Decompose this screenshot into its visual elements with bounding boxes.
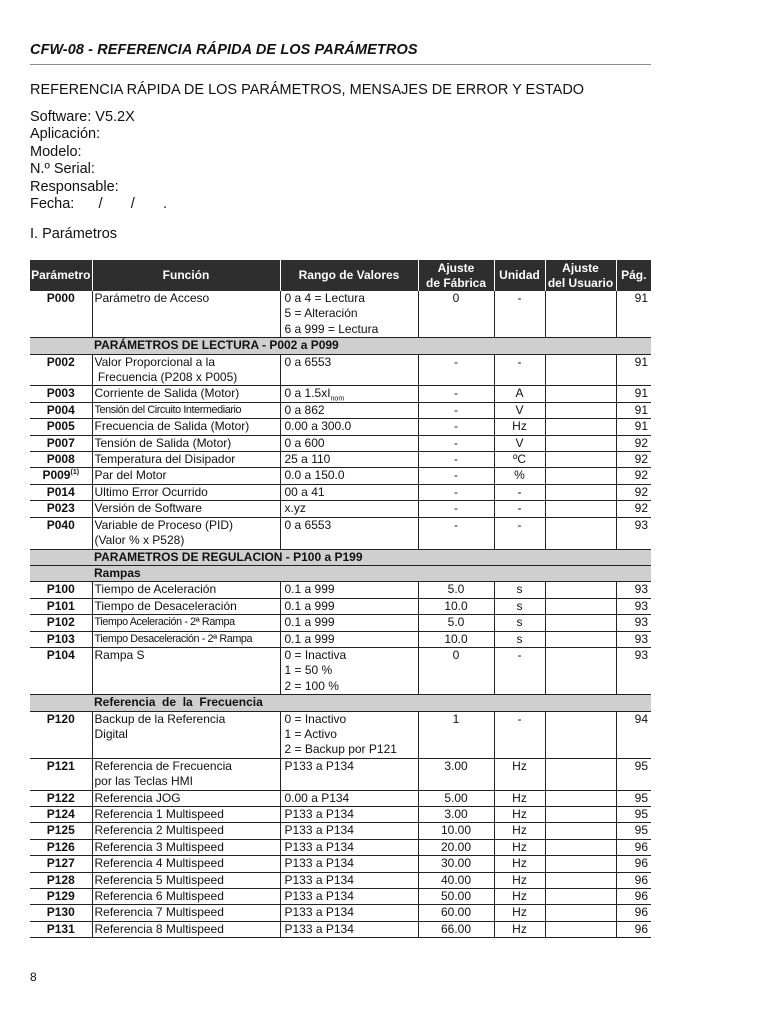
header-rango: Rango de Valores [280,260,418,291]
section-spacer [30,695,92,711]
param-function: Par del Motor [92,468,280,484]
table-row [30,501,651,517]
table-row [30,468,651,484]
header-ajuste-fabrica-line2: de Fábrica [425,275,487,290]
table-row [30,452,651,468]
param-range: 0.0 a 150.0 [280,468,418,484]
section-row-frecuencia [30,695,651,711]
param-range: 0.00 a P134 [280,790,418,806]
param-page: 92 [616,452,651,468]
range-line: 0 = Inactivo [284,711,347,726]
param-user-setting [545,484,616,500]
param-function [92,354,280,386]
footnote-marker: (1) [70,469,80,477]
table-row [30,711,651,758]
param-code: P121 [30,758,92,790]
table-row [30,291,651,338]
param-page: 95 [616,758,651,790]
range-line: 2 = 100 % [284,678,339,693]
param-function [92,711,280,758]
range-line: 2 = Backup por P121 [284,742,397,757]
param-factory: 5.0 [418,615,494,631]
param-page: 91 [616,386,651,402]
param-unit: - [494,501,545,517]
param-factory: 5.0 [418,582,494,598]
param-page: 96 [616,889,651,905]
param-factory: - [418,386,494,402]
param-range [280,386,418,402]
param-factory: 50.00 [418,889,494,905]
param-unit: - [494,291,545,338]
param-page: 93 [616,631,651,647]
table-row [30,823,651,839]
param-page: 96 [616,839,651,855]
param-unit: - [494,711,545,758]
param-page: 93 [616,615,651,631]
param-function: Referencia 7 Multispeed [92,905,280,921]
param-code: P127 [30,856,92,872]
table-row [30,872,651,888]
param-factory: 0 [418,291,494,338]
param-user-setting [545,921,616,937]
section-label: PARAMETROS DE REGULACION - P100 a P199 [92,549,651,565]
param-user-setting [545,823,616,839]
param-code: P125 [30,823,92,839]
function-line: Digital [94,726,128,741]
param-range: P133 a P134 [280,839,418,855]
param-factory: 10.0 [418,598,494,614]
param-code: P131 [30,921,92,937]
param-user-setting [545,501,616,517]
range-line: 0 = Inactiva [284,647,347,662]
param-factory: - [418,354,494,386]
table-row [30,386,651,402]
param-range: x.yz [280,501,418,517]
param-function: Parámetro de Acceso [92,291,280,338]
param-range [280,711,418,758]
param-user-setting [545,790,616,806]
param-range: 0.1 a 999 [280,598,418,614]
section-spacer [30,338,92,354]
param-unit: s [494,631,545,647]
param-unit: Hz [494,758,545,790]
function-line: Referencia de Frecuencia [94,758,232,773]
param-page: 92 [616,501,651,517]
param-function: Tensión del Circuito Intermediario [92,402,280,418]
table-row [30,758,651,790]
param-user-setting [545,872,616,888]
param-range: P133 a P134 [280,872,418,888]
param-unit: Hz [494,872,545,888]
param-function: Referencia 4 Multispeed [92,856,280,872]
param-code: P122 [30,790,92,806]
table-row [30,598,651,614]
header-ajuste-usuario-line1: Ajuste [562,260,599,275]
param-user-setting [545,402,616,418]
table-row [30,402,651,418]
param-user-setting [545,386,616,402]
range-line: 1 = 50 % [284,663,333,678]
table-row [30,435,651,451]
param-range [280,647,418,694]
table-row [30,484,651,500]
param-user-setting [545,354,616,386]
param-code: P005 [30,419,92,435]
function-line: Valor Proporcional a la [94,354,216,369]
param-page: 93 [616,582,651,598]
param-user-setting [545,807,616,823]
param-function: Referencia JOG [92,790,280,806]
param-function: Temperatura del Disipador [92,452,280,468]
param-code: P003 [30,386,92,402]
param-page: 92 [616,484,651,500]
header-divider [30,64,651,65]
param-unit: V [494,402,545,418]
param-factory: - [418,419,494,435]
model-line: Modelo: [30,143,82,160]
param-factory: 10.00 [418,823,494,839]
param-unit: ºC [494,452,545,468]
range-line: 1 = Activo [284,726,337,741]
param-factory: - [418,452,494,468]
param-range: P133 a P134 [280,905,418,921]
param-code: P023 [30,501,92,517]
header-ajuste-usuario [545,260,616,291]
param-range: 0.00 a 300.0 [280,419,418,435]
function-line: por las Teclas HMI [94,774,193,789]
param-page: 93 [616,647,651,694]
param-code: P101 [30,598,92,614]
param-unit: Hz [494,905,545,921]
param-unit: s [494,582,545,598]
range-text: 0 a 1.5xI [284,386,331,401]
responsible-line: Responsable: [30,178,119,195]
param-range: P133 a P134 [280,889,418,905]
param-function: Tiempo de Desaceleración [92,598,280,614]
param-page: 92 [616,468,651,484]
param-user-setting [545,889,616,905]
table-row [30,921,651,937]
param-user-setting [545,598,616,614]
param-page: 96 [616,856,651,872]
table-row [30,790,651,806]
param-user-setting [545,435,616,451]
table-row [30,839,651,855]
param-code: P008 [30,452,92,468]
param-user-setting [545,468,616,484]
param-page: 95 [616,807,651,823]
param-range: 0 a 6553 [280,517,418,549]
param-code: P120 [30,711,92,758]
param-unit: Hz [494,419,545,435]
range-line: 0 a 4 = Lectura [284,291,365,305]
param-page: 91 [616,291,651,338]
param-unit: V [494,435,545,451]
param-page: 93 [616,598,651,614]
table-row [30,631,651,647]
table-row [30,615,651,631]
param-page: 92 [616,435,651,451]
param-user-setting [545,711,616,758]
param-unit: - [494,517,545,549]
param-range: 0 a 600 [280,435,418,451]
table-row [30,889,651,905]
param-unit: s [494,615,545,631]
param-unit: Hz [494,921,545,937]
software-line: Software: V5.2X [30,109,135,125]
function-line: Backup de la Referencia [94,711,226,726]
header-funcion: Función [92,260,280,291]
param-unit: Hz [494,823,545,839]
table-row [30,905,651,921]
table-row [30,517,651,549]
param-range: 0 a 862 [280,402,418,418]
section-row-regulacion [30,549,651,565]
param-user-setting [545,758,616,790]
param-range: P133 a P134 [280,758,418,790]
param-range: 0.1 a 999 [280,615,418,631]
table-row [30,647,651,694]
section-title: I. Parámetros [30,226,118,242]
table-row [30,856,651,872]
param-function: Corriente de Salida (Motor) [92,386,280,402]
param-code: P002 [30,354,92,386]
param-factory: 1 [418,711,494,758]
param-range: P133 a P134 [280,856,418,872]
param-user-setting [545,631,616,647]
param-page: 95 [616,790,651,806]
param-unit: - [494,647,545,694]
param-code: P130 [30,905,92,921]
param-user-setting [545,452,616,468]
param-code: P040 [30,517,92,549]
param-user-setting [545,856,616,872]
param-page: 91 [616,354,651,386]
param-unit: Hz [494,790,545,806]
param-unit: A [494,386,545,402]
param-function: Referencia 1 Multispeed [92,807,280,823]
param-page: 96 [616,921,651,937]
param-page: 94 [616,711,651,758]
param-user-setting [545,647,616,694]
param-factory: - [418,484,494,500]
param-code: P129 [30,889,92,905]
main-heading: REFERENCIA RÁPIDA DE LOS PARÁMETROS, MENSAJES DE ERROR Y ESTADO [30,82,585,98]
param-function: Referencia 3 Multispeed [92,839,280,855]
param-page: 93 [616,517,651,549]
param-range: 0.1 a 999 [280,582,418,598]
param-page: 95 [616,823,651,839]
param-user-setting [545,419,616,435]
section-spacer [30,565,92,581]
table-row [30,582,651,598]
table-header-row [30,260,651,291]
param-factory: 60.00 [418,905,494,921]
param-function: Tiempo de Aceleración [92,582,280,598]
section-label: PARÁMETROS DE LECTURA - P002 a P099 [92,338,651,354]
parameters-table [30,260,651,938]
param-function: Referencia 2 Multispeed [92,823,280,839]
param-user-setting [545,839,616,855]
param-code-text: P009 [42,468,71,483]
param-unit: Hz [494,889,545,905]
param-factory: - [418,501,494,517]
date-line: Fecha: / / . [30,196,167,213]
param-range: P133 a P134 [280,807,418,823]
param-function [92,758,280,790]
param-function: Rampa S [92,647,280,694]
param-factory: - [418,435,494,451]
param-factory: 20.00 [418,839,494,855]
param-range: 0 a 6553 [280,354,418,386]
table-row [30,419,651,435]
section-spacer [30,549,92,565]
header-ajuste-fabrica [418,260,494,291]
range-subscript: nom [330,395,345,403]
param-function: Referencia 6 Multispeed [92,889,280,905]
param-user-setting [545,905,616,921]
function-line: Frecuencia (P208 x P005) [94,370,238,385]
param-page: 91 [616,419,651,435]
param-range: P133 a P134 [280,921,418,937]
param-code: P004 [30,402,92,418]
param-factory: 3.00 [418,807,494,823]
table-row [30,807,651,823]
param-unit: % [494,468,545,484]
page-number: 8 [30,970,37,984]
param-range [280,291,418,338]
param-range: 25 a 110 [280,452,418,468]
param-code: P014 [30,484,92,500]
param-user-setting [545,615,616,631]
param-user-setting [545,291,616,338]
param-function: Referencia 8 Multispeed [92,921,280,937]
param-code: P128 [30,872,92,888]
function-line: Variable de Proceso (PID) [94,517,234,532]
function-line: (Valor % x P528) [94,533,185,548]
param-page: 96 [616,905,651,921]
param-factory: 40.00 [418,872,494,888]
header-unidad: Unidad [494,260,545,291]
param-factory: 5.00 [418,790,494,806]
header-parametro: Parámetro [30,260,92,291]
param-user-setting [545,517,616,549]
param-range: 0.1 a 999 [280,631,418,647]
section-row-lectura [30,338,651,354]
param-factory: - [418,468,494,484]
param-factory: 0 [418,647,494,694]
param-function: Versión de Software [92,501,280,517]
application-line: Aplicación: [30,126,101,143]
param-unit: Hz [494,856,545,872]
param-code: P102 [30,615,92,631]
document-header-title: CFW-08 - REFERENCIA RÁPIDA DE LOS PARÁMETROS [30,42,418,58]
param-page: 91 [616,402,651,418]
section-label: Rampas [92,565,651,581]
param-range: P133 a P134 [280,823,418,839]
param-function: Tensión de Salida (Motor) [92,435,280,451]
param-code: P000 [30,291,92,338]
header-pag: Pág. [616,260,651,291]
section-label: Referencia de la Frecuencia [92,695,651,711]
param-code: P103 [30,631,92,647]
param-unit: Hz [494,839,545,855]
param-function: Frecuencia de Salida (Motor) [92,419,280,435]
param-factory: 3.00 [418,758,494,790]
param-range: 00 a 41 [280,484,418,500]
range-line: 5 = Alteración [284,306,358,321]
param-unit: Hz [494,807,545,823]
param-function: Referencia 5 Multispeed [92,872,280,888]
param-page: 96 [616,872,651,888]
header-ajuste-fabrica-line1: Ajuste [437,260,475,275]
param-code: P104 [30,647,92,694]
section-row-rampas [30,565,651,581]
info-block [30,109,167,213]
param-factory: 10.0 [418,631,494,647]
param-code: P007 [30,435,92,451]
param-function: Tiempo Desaceleración - 2ª Rampa [92,631,280,647]
param-code: P124 [30,807,92,823]
param-code: P100 [30,582,92,598]
param-factory: - [418,517,494,549]
param-factory: - [418,402,494,418]
param-user-setting [545,582,616,598]
param-code [30,468,92,484]
param-unit: - [494,354,545,386]
param-code: P126 [30,839,92,855]
table-row [30,354,651,386]
param-unit: - [494,484,545,500]
header-ajuste-usuario-line2: del Usuario [547,275,614,290]
range-line: 6 a 999 = Lectura [284,321,379,336]
param-factory: 66.00 [418,921,494,937]
serial-line: N.º Serial: [30,161,95,178]
param-function [92,517,280,549]
param-function: Ultimo Error Ocurrido [92,484,280,500]
param-unit: s [494,598,545,614]
param-function: Tiempo Aceleración - 2ª Rampa [92,615,280,631]
param-factory: 30.00 [418,856,494,872]
